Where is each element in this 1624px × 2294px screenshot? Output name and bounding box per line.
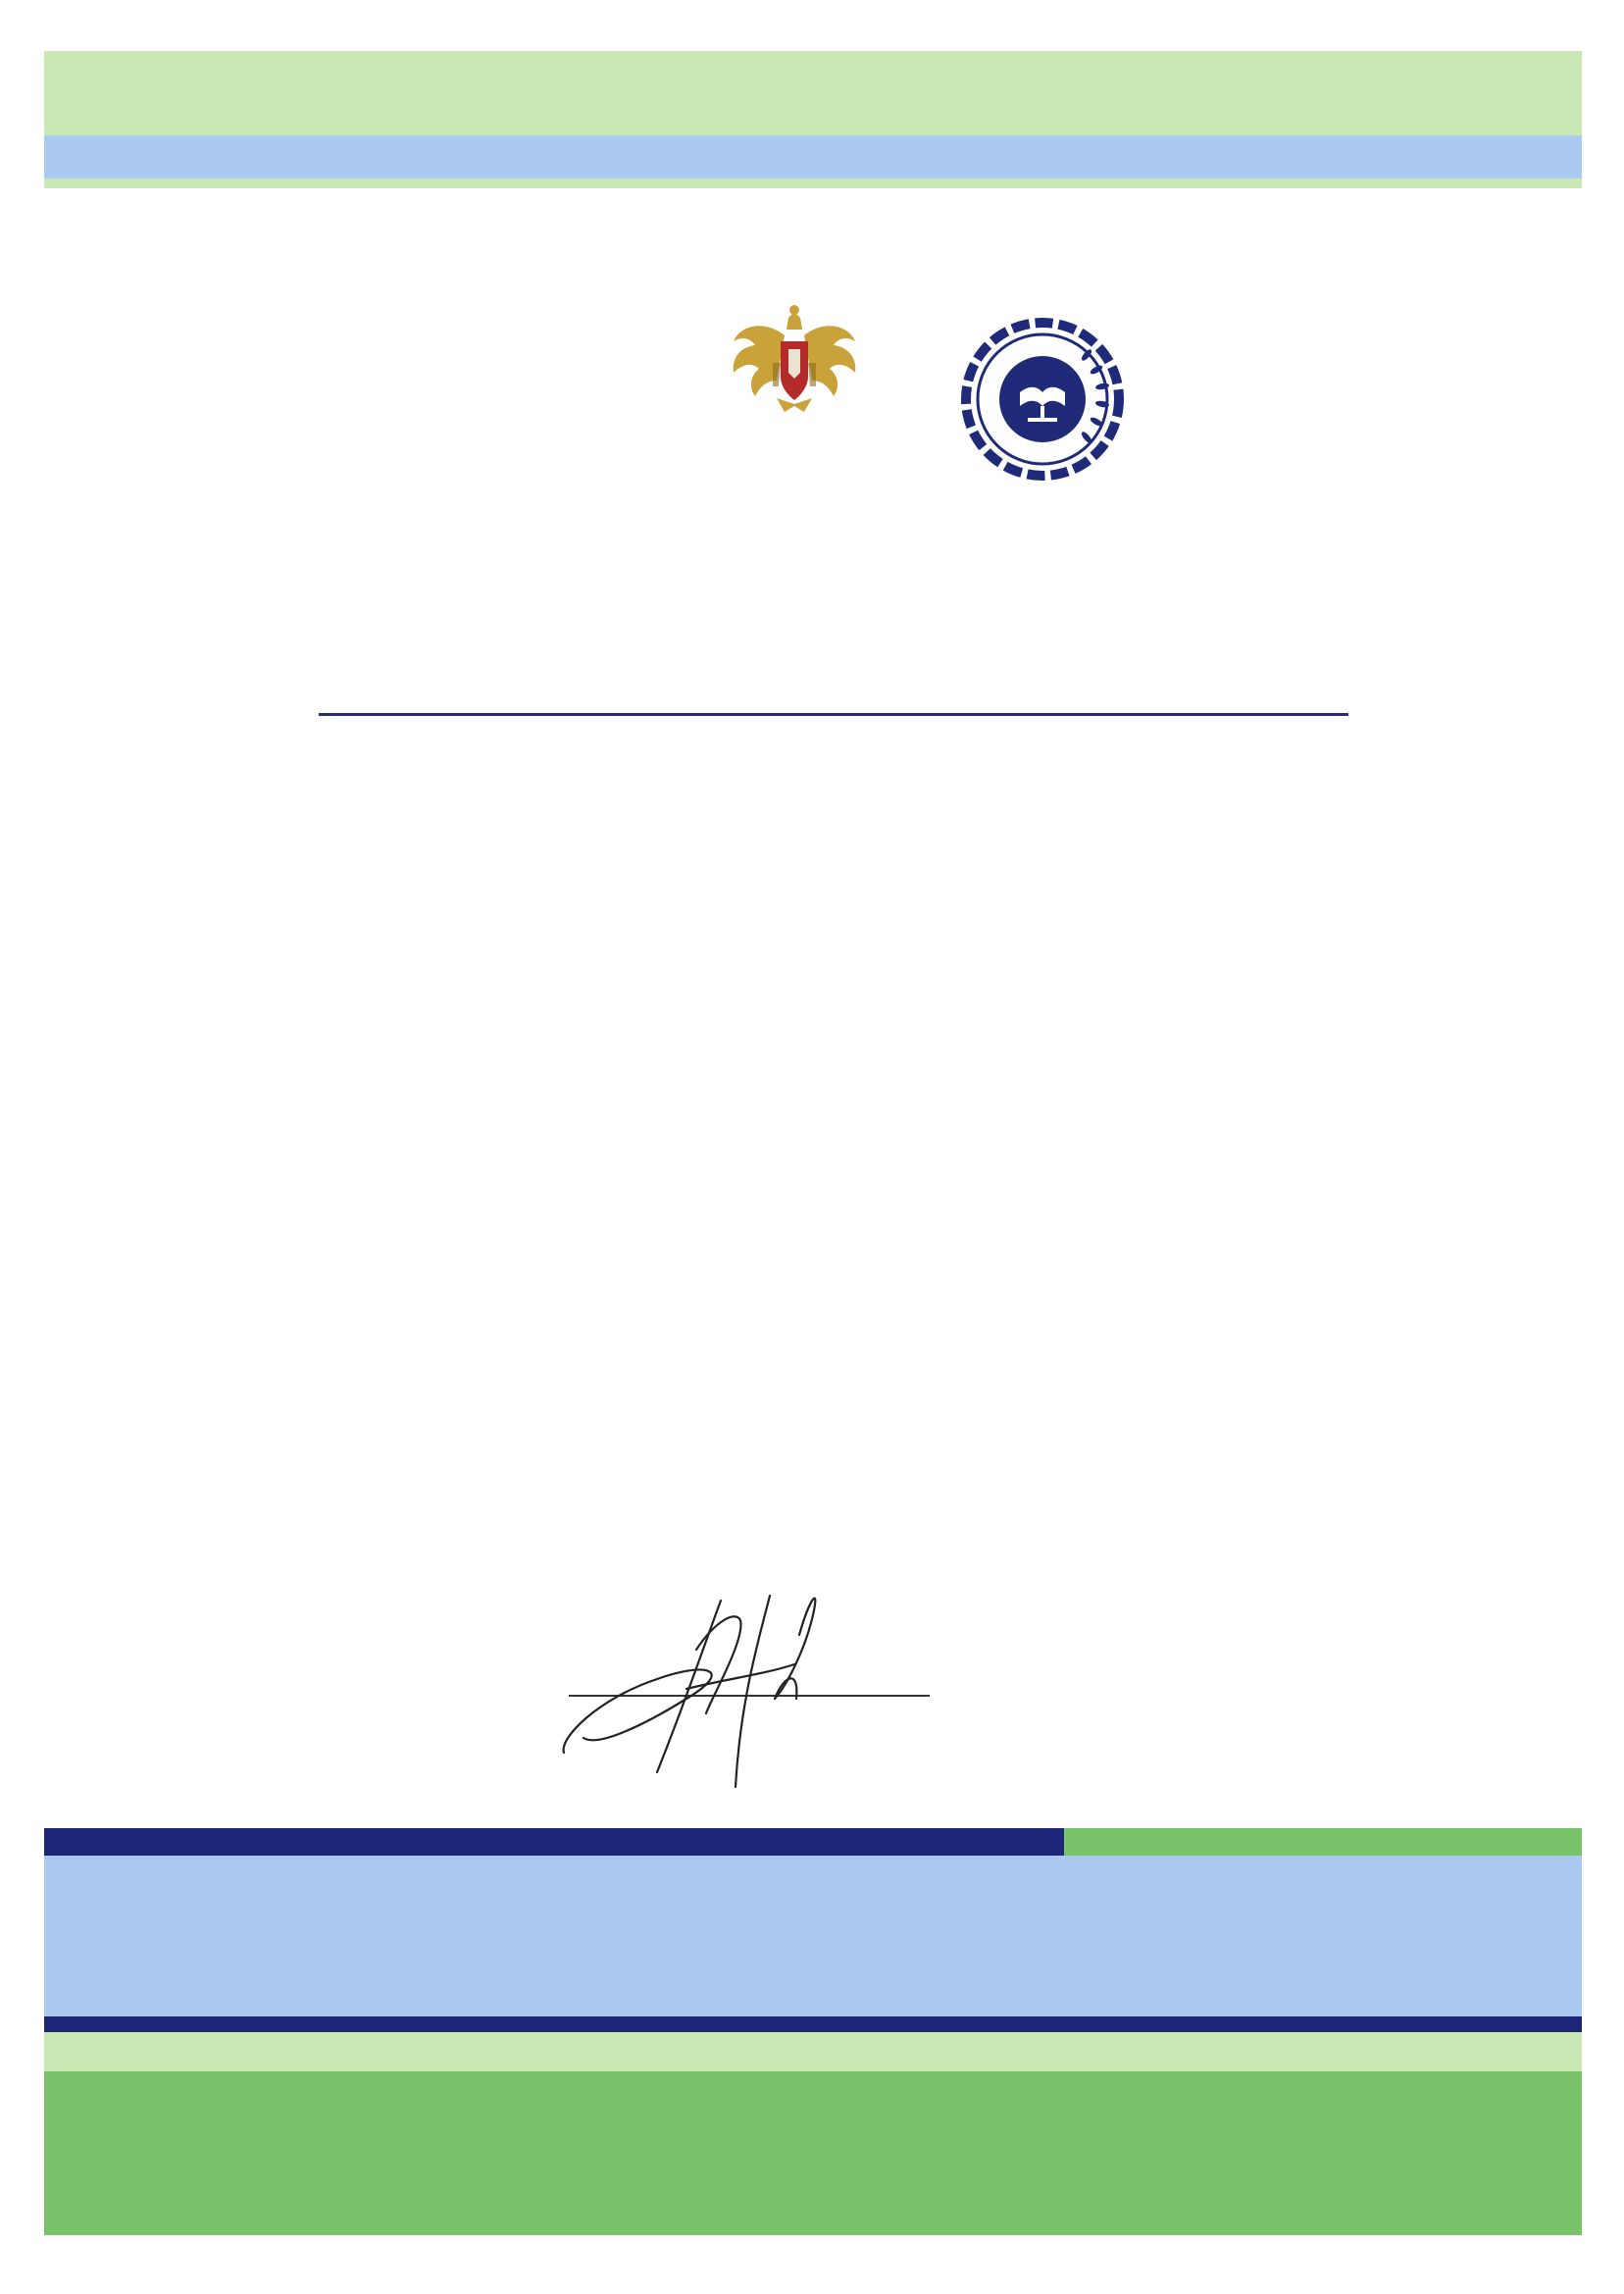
certificate-sheet	[44, 51, 1582, 2235]
double-headed-eagle-icon	[706, 304, 883, 432]
handwritten-signature	[539, 1581, 932, 1807]
event-footer	[44, 2071, 1582, 2235]
left-pattern-border	[44, 188, 137, 1846]
logos-row	[706, 304, 1196, 500]
certificate-body	[137, 188, 1489, 1880]
irpo-logo	[959, 316, 1126, 483]
divider-line	[319, 713, 1348, 716]
top-pattern-band	[44, 51, 1582, 188]
right-pattern-border	[1489, 188, 1582, 1846]
bottom-pattern-band	[44, 1828, 1582, 2088]
ministry-logo	[706, 304, 883, 500]
